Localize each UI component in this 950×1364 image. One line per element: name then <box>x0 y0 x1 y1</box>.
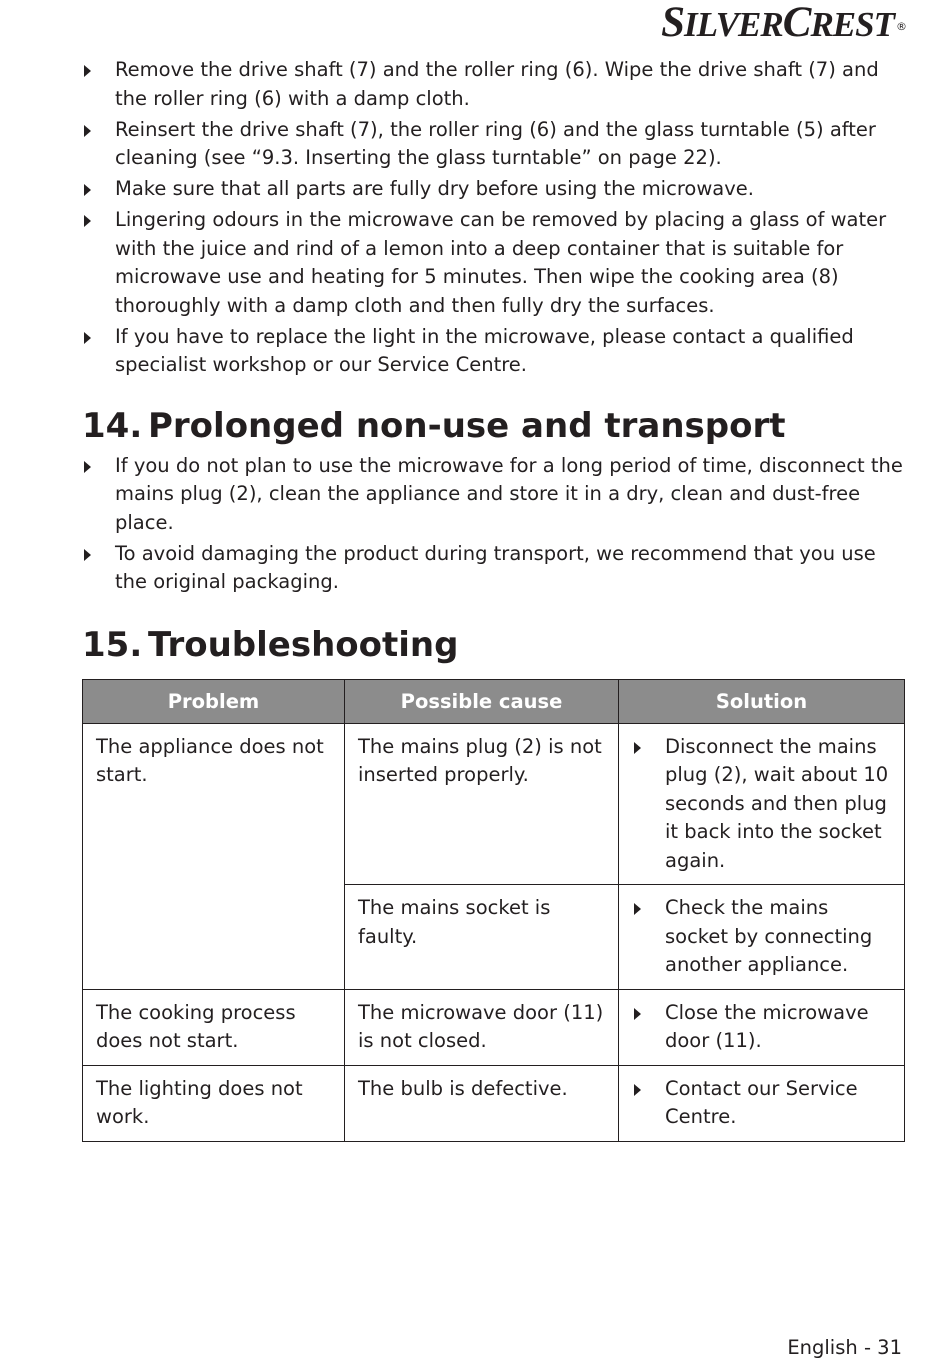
cause-cell: The mains plug (2) is not inserted properly. <box>345 723 619 885</box>
registered-mark: ® <box>896 20 906 33</box>
list-item <box>82 175 904 204</box>
list-item <box>82 116 904 173</box>
table-row <box>83 723 905 885</box>
troubleshooting-table <box>82 679 905 1142</box>
problem-cell: The appliance does not start. <box>83 723 345 989</box>
section-title: Troubleshooting <box>148 624 459 665</box>
bullet-text: Make sure that all parts are fully dry before using the microwave. <box>115 177 754 200</box>
problem-cell: The lighting does not work. <box>83 1065 345 1141</box>
bullet-arrow-icon <box>84 215 91 227</box>
bullet-arrow-icon <box>84 65 91 77</box>
list-item <box>82 56 904 113</box>
intro-bullet-list <box>82 56 904 380</box>
list-item <box>82 323 904 380</box>
solution-cell <box>619 723 905 885</box>
section-number: 15. <box>82 624 143 665</box>
bullet-text: To avoid damaging the product during transport, we recommend that you use the original packaging. <box>115 541 876 593</box>
section-heading-15 <box>82 625 904 665</box>
logo-letter-c: C <box>782 0 811 46</box>
bullet-text: Remove the drive shaft (7) and the roller ring (6). Wipe the drive shaft (7) and the roller ring (6) with a damp cloth. <box>115 58 879 110</box>
list-item <box>82 206 904 320</box>
logo-text-ilver: ILVER <box>684 5 783 44</box>
problem-cell: The cooking process does not start. <box>83 989 345 1065</box>
bullet-text: If you do not plan to use the microwave for a long period of time, disconnect the mains plug (2), clean the appliance and store it in a dry, clean and dust-free place. <box>115 453 903 534</box>
cause-cell: The mains socket is faulty. <box>345 885 619 990</box>
bullet-arrow-icon <box>634 742 641 754</box>
solution-cell <box>619 1065 905 1141</box>
table-header-row <box>83 679 905 723</box>
list-item <box>82 540 904 597</box>
bullet-arrow-icon <box>634 903 641 915</box>
section-heading-14 <box>82 406 904 446</box>
bullet-arrow-icon <box>84 125 91 137</box>
header-problem: Problem <box>83 679 345 723</box>
logo-letter-s: S <box>661 0 685 46</box>
solution-text: Contact our Service Centre. <box>665 1076 858 1128</box>
bullet-text: Reinsert the drive shaft (7), the roller ring (6) and the glass turntable (5) after cleaning (see “9.3. Inserting the glass turntable” on page 22). <box>115 117 876 169</box>
solution-text: Check the mains socket by connecting another appliance. <box>665 896 873 976</box>
section-number: 14. <box>82 405 143 446</box>
section-title: Prolonged non-use and transport <box>148 405 786 446</box>
solution-text: Disconnect the mains plug (2), wait about 10 seconds and then plug it back into the socket again. <box>665 734 889 872</box>
bullet-text: If you have to replace the light in the microwave, please contact a qualified specialist workshop or our Service Centre. <box>115 324 854 376</box>
logo-text-rest: REST <box>810 5 894 44</box>
cause-cell: The microwave door (11) is not closed. <box>345 989 619 1065</box>
bullet-text: Lingering odours in the microwave can be removed by placing a glass of water with the juice and rind of a lemon into a deep container that is suitable for microwave use and heating for 5 minutes. Then wipe the cooking area (8) thoroughly with a damp cloth and then fully dry the surfaces. <box>115 208 887 317</box>
solution-cell <box>619 885 905 990</box>
page-content <box>82 56 904 1142</box>
header-solution: Solution <box>619 679 905 723</box>
section14-bullet-list <box>82 452 904 597</box>
list-item <box>82 452 904 538</box>
bullet-arrow-icon <box>84 332 91 344</box>
header-possible-cause: Possible cause <box>345 679 619 723</box>
bullet-arrow-icon <box>84 549 91 561</box>
solution-cell <box>619 989 905 1065</box>
table-row <box>83 989 905 1065</box>
bullet-arrow-icon <box>634 1084 641 1096</box>
solution-text: Close the microwave door (11). <box>665 1000 869 1052</box>
page-footer: English - 31 <box>787 1336 902 1359</box>
bullet-arrow-icon <box>84 461 91 473</box>
brand-logo <box>661 0 906 48</box>
cause-cell: The bulb is defective. <box>345 1065 619 1141</box>
table-row <box>83 1065 905 1141</box>
bullet-arrow-icon <box>84 184 91 196</box>
bullet-arrow-icon <box>634 1008 641 1020</box>
